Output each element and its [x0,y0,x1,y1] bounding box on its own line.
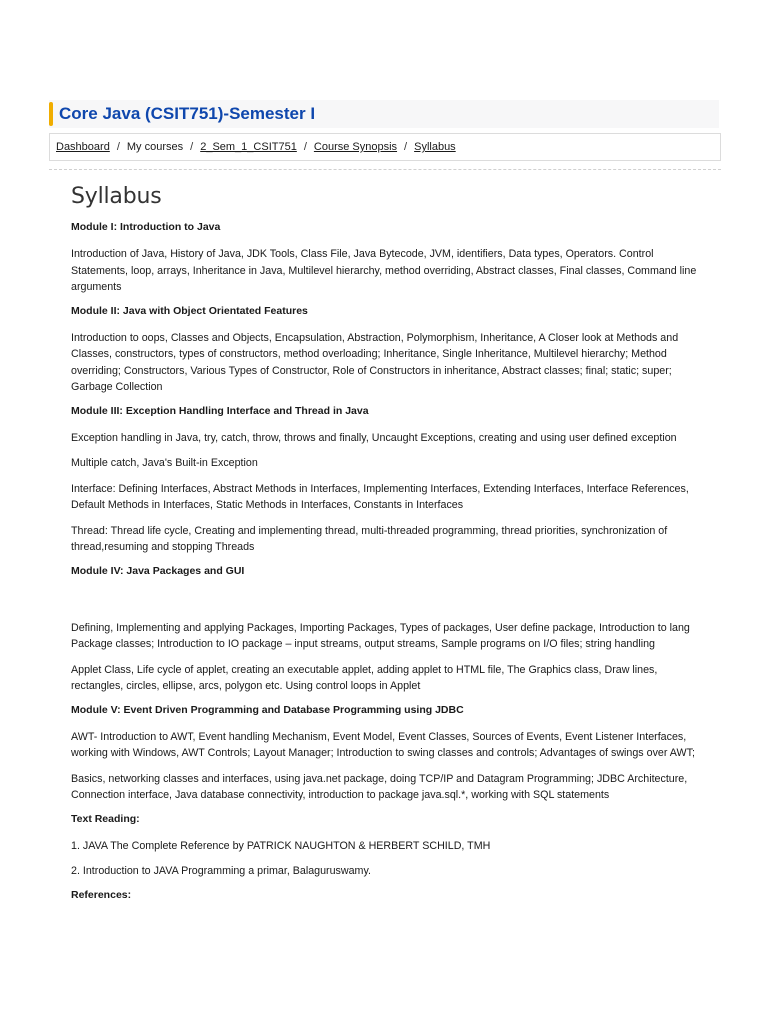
module-heading: Module IV: Java Packages and GUI [71,564,245,577]
module-2 [71,305,703,396]
course-title: Core Java (CSIT751)-Semester I [59,104,316,123]
module-paragraph: Introduction to oops, Classes and Objects, Encapsulation, Abstraction, Polymorphism, Inheritance, A Closer look at Methods and Classes, constructors, types of constructors, method overloading; Inheritance, Single Inheritance, Multilevel hierarchy; Method overriding; Constructors, Various Types of Constructor, Role of Constructors in inheritance, Abstract classes; final; static; super; Garbage Collection [71,331,679,393]
breadcrumb-dashboard[interactable]: Dashboard [56,141,110,153]
divider [49,169,721,170]
course-header-accent [49,102,53,126]
breadcrumb-separator: / [190,141,194,153]
module-paragraph: Interface: Defining Interfaces, Abstract Methods in Interfaces, Implementing Interfaces, Extending Interfaces, Interface References, Default Methods in Interfaces, Static Methods in Interfaces, Constants in Interfaces [71,482,689,511]
references-heading: References: [71,888,132,901]
breadcrumb-course[interactable]: 2_Sem_1_CSIT751 [200,141,297,153]
breadcrumb-separator: / [116,141,120,153]
module-paragraph: Applet Class, Life cycle of applet, creating an executable applet, adding applet to HTML file, The Graphics class, Draw lines, rectangles, circles, ellipse, arcs, polygon etc. Using control loops in Applet [71,663,658,692]
syllabus-content [71,184,703,914]
module-paragraph: Thread: Thread life cycle, Creating and implementing thread, multi-threaded programming, thread priorities, synchronization of thread,resuming and stopping Threads [71,524,668,553]
text-reading-item: 1. JAVA The Complete Reference by PATRICK NAUGHTON & HERBERT SCHILD, TMH [71,839,491,852]
module-paragraph: Basics, networking classes and interfaces, using java.net package, doing TCP/IP and Datagram Programming; JDBC Architecture, Connection interface, Java database connectivity, introduction to package java.sql.*, working with SQL statements [71,772,688,801]
module-5 [71,704,703,804]
module-paragraph: AWT- Introduction to AWT, Event handling Mechanism, Event Model, Event Classes, Sources of Events, Event Listener Interfaces, working with Windows, AWT Controls; Layout Manager; Introduction to swing classes and controls; Advantages of swings over AWT; [71,730,695,759]
module-3 [71,405,703,556]
breadcrumb [49,133,721,161]
breadcrumb-syllabus[interactable]: Syllabus [414,141,456,153]
module-4 [71,565,703,695]
breadcrumb-separator: / [404,141,408,153]
module-heading: Module V: Event Driven Programming and Database Programming using JDBC [71,703,464,716]
breadcrumb-my-courses: My courses [126,141,184,153]
course-header [49,100,719,128]
module-paragraph: Exception handling in Java, try, catch, throw, throws and finally, Uncaught Exceptions, creating and using user defined exception [71,431,677,444]
page-title: Syllabus [71,184,162,209]
text-reading-item: 2. Introduction to JAVA Programming a primar, Balaguruswamy. [71,865,371,877]
module-1 [71,221,703,296]
module-heading: Module II: Java with Object Orientated Features [71,304,308,317]
module-paragraph: Defining, Implementing and applying Packages, Importing Packages, Types of packages, User define package, Introduction to lang Package classes; Introduction to IO package – input streams, output streams, Sample programs on I/O files; string handling [71,621,690,650]
breadcrumb-course-synopsis[interactable]: Course Synopsis [313,141,398,153]
module-paragraph: Introduction of Java, History of Java, JDK Tools, Class File, Java Bytecode, JVM, identifiers, Data types, Operators. Control Statements, loop, arrays, Inheritance in Java, Multilevel hierarchy, method overriding, Abstract classes, Final classes, Command line arguments [71,248,697,293]
blank-gap [71,590,703,620]
text-reading [71,813,703,880]
text-reading-heading: Text Reading: [71,812,140,825]
references [71,889,703,901]
breadcrumb-separator: / [303,141,307,153]
module-paragraph: Multiple catch, Java's Built-in Exception [71,457,258,469]
module-heading: Module I: Introduction to Java [71,221,221,233]
module-heading: Module III: Exception Handling Interface and Thread in Java [71,404,369,417]
